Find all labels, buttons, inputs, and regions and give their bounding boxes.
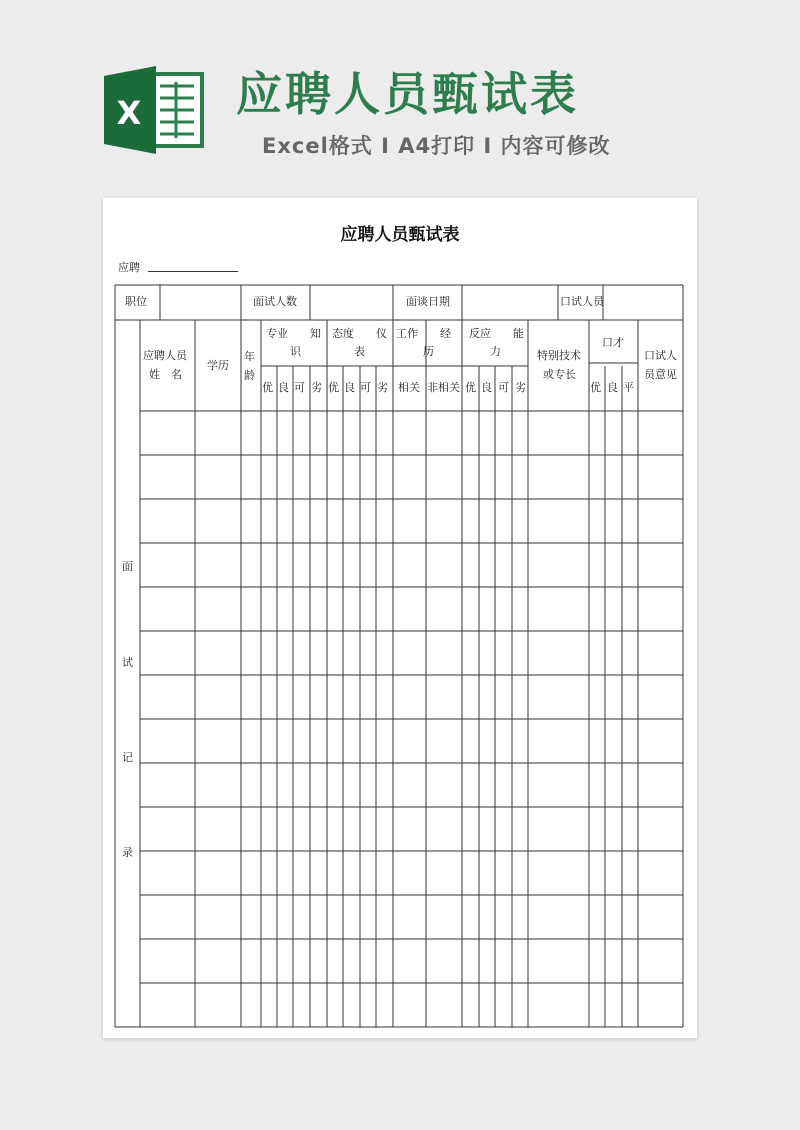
header-education: 学历 [207, 359, 229, 372]
side-label-char-2: 试 [122, 656, 133, 669]
header-knowledge-line2: 识 [290, 345, 301, 358]
side-label-char-4: 录 [122, 846, 133, 859]
label-interviewer: 口试人员 [560, 295, 604, 308]
header-attitude-line1: 态度 仪 [332, 327, 387, 340]
header-name-line1: 应聘人员 [143, 349, 187, 362]
header-eloquence: 口才 [602, 336, 624, 349]
header-age-line2: 龄 [244, 369, 255, 382]
header-experience-line2: 历 [423, 345, 434, 358]
grade-reaction-poor: 劣 [515, 381, 526, 394]
grade-reaction-excellent: 优 [465, 381, 476, 394]
header-knowledge-line1: 专业 知 [266, 327, 321, 340]
header-experience-line1: 工作 经 [396, 327, 451, 340]
label-interview-date: 面谈日期 [406, 295, 450, 308]
grade-knowledge-excellent: 优 [262, 381, 273, 394]
header-attitude-line2: 表 [354, 345, 365, 358]
form-table-grid [103, 198, 697, 1038]
promo-title: 应聘人员甄试表 [236, 67, 579, 121]
label-interviewer-count: 面试人数 [253, 295, 297, 308]
grade-eloquence-good: 良 [607, 381, 618, 394]
header-reaction-line1: 反应 能 [469, 327, 524, 340]
header-opinion-line1: 口试人 [644, 349, 677, 362]
header-age-line1: 年 [244, 350, 255, 363]
header-skills-line1: 特别技术 [537, 349, 581, 362]
experience-irrelevant: 非相关 [427, 381, 460, 394]
header-skills-line2: 或专长 [543, 368, 576, 381]
side-label-char-3: 记 [122, 751, 133, 764]
side-label-char-1: 面 [122, 560, 133, 573]
promo-subtitle: Excel格式 I A4打印 I 内容可修改 [262, 134, 611, 158]
grade-attitude-fair: 可 [360, 381, 371, 394]
grade-knowledge-fair: 可 [294, 381, 305, 394]
grade-eloquence-excellent: 优 [590, 381, 601, 394]
grade-attitude-excellent: 优 [328, 381, 339, 394]
header-name-line2: 姓 名 [149, 368, 182, 381]
form-sheet [103, 198, 697, 1038]
grade-knowledge-poor: 劣 [311, 381, 322, 394]
grade-knowledge-good: 良 [278, 381, 289, 394]
grade-reaction-good: 良 [481, 381, 492, 394]
header-opinion-line2: 员意见 [644, 368, 677, 381]
grade-attitude-poor: 劣 [377, 381, 388, 394]
excel-logo-icon [104, 66, 204, 154]
experience-relevant: 相关 [398, 381, 420, 394]
grade-reaction-fair: 可 [498, 381, 509, 394]
logo-letter: X [116, 94, 142, 132]
grade-eloquence-average: 平 [623, 381, 634, 394]
grade-attitude-good: 良 [344, 381, 355, 394]
sheet-title: 应聘人员甄试表 [340, 225, 460, 245]
header-reaction-line2: 力 [490, 345, 501, 358]
label-position: 职位 [125, 295, 147, 308]
position-label: 应聘 [118, 261, 140, 274]
